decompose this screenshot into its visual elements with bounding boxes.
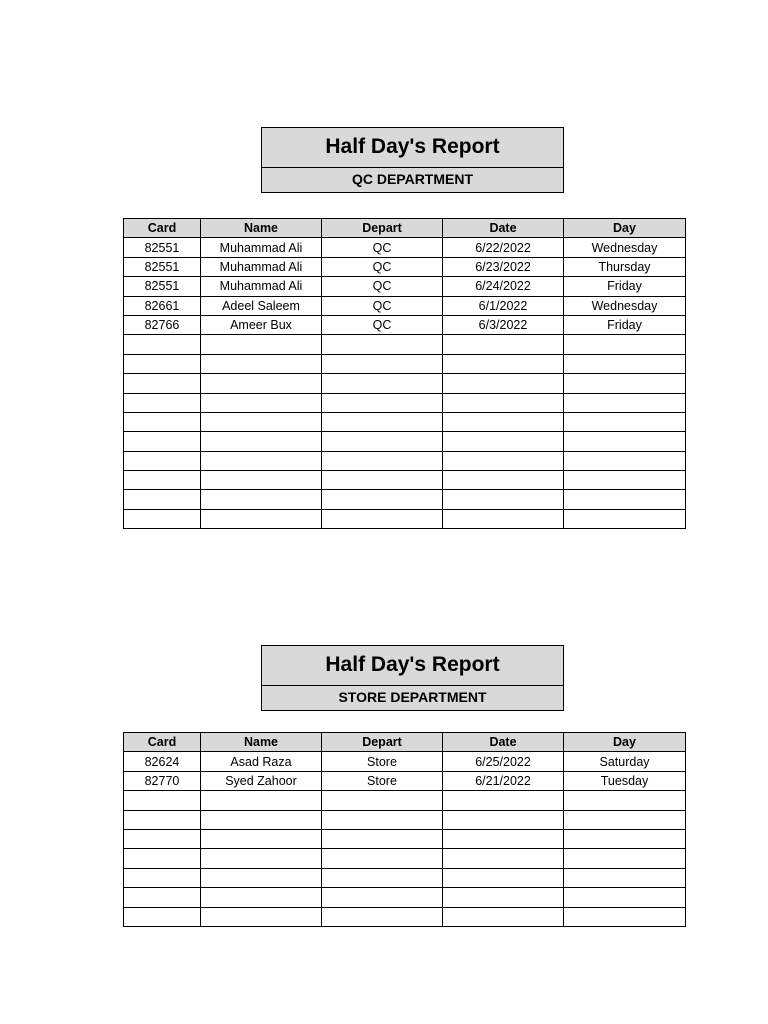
cell-name: Muhammad Ali: [201, 277, 322, 296]
cell-name: Asad Raza: [201, 752, 322, 771]
cell-card: [124, 907, 201, 926]
cell-date: [443, 791, 564, 810]
cell-date: [443, 471, 564, 490]
cell-depart: Store: [322, 771, 443, 790]
cell-date: [443, 354, 564, 373]
cell-card: 82770: [124, 771, 201, 790]
column-header-date: Date: [443, 219, 564, 238]
table-header-row: [124, 219, 686, 238]
cell-depart: QC: [322, 315, 443, 334]
table-row: [124, 432, 686, 451]
cell-date: [443, 509, 564, 528]
cell-name: [201, 490, 322, 509]
cell-depart: [322, 335, 443, 354]
cell-depart: [322, 509, 443, 528]
cell-depart: QC: [322, 296, 443, 315]
cell-depart: [322, 432, 443, 451]
cell-date: [443, 888, 564, 907]
cell-day: [564, 335, 686, 354]
table-row: [124, 257, 686, 276]
cell-depart: [322, 791, 443, 810]
cell-card: [124, 791, 201, 810]
table-row: [124, 393, 686, 412]
cell-card: [124, 471, 201, 490]
column-header-card: Card: [124, 219, 201, 238]
store-report-table: [123, 732, 686, 927]
table-row: [124, 771, 686, 790]
table-row: [124, 238, 686, 257]
cell-name: [201, 412, 322, 431]
cell-name: [201, 393, 322, 412]
cell-day: [564, 849, 686, 868]
table-row: [124, 509, 686, 528]
cell-date: [443, 490, 564, 509]
cell-day: Tuesday: [564, 771, 686, 790]
cell-card: [124, 393, 201, 412]
cell-name: Ameer Bux: [201, 315, 322, 334]
cell-card: [124, 868, 201, 887]
cell-name: Muhammad Ali: [201, 238, 322, 257]
cell-depart: [322, 829, 443, 848]
table-row: [124, 296, 686, 315]
cell-name: Adeel Saleem: [201, 296, 322, 315]
cell-name: [201, 868, 322, 887]
cell-card: [124, 810, 201, 829]
cell-card: [124, 335, 201, 354]
qc-report-header: [261, 127, 564, 193]
cell-card: [124, 354, 201, 373]
cell-day: [564, 509, 686, 528]
column-header-card: Card: [124, 733, 201, 752]
cell-card: 82551: [124, 238, 201, 257]
cell-name: [201, 471, 322, 490]
cell-day: [564, 888, 686, 907]
cell-date: [443, 374, 564, 393]
cell-day: [564, 490, 686, 509]
cell-day: [564, 412, 686, 431]
cell-day: Saturday: [564, 752, 686, 771]
cell-name: [201, 451, 322, 470]
cell-date: 6/3/2022: [443, 315, 564, 334]
cell-card: [124, 888, 201, 907]
cell-depart: [322, 412, 443, 431]
cell-depart: QC: [322, 277, 443, 296]
cell-name: [201, 829, 322, 848]
column-header-day: Day: [564, 733, 686, 752]
cell-date: [443, 868, 564, 887]
cell-day: Friday: [564, 277, 686, 296]
cell-depart: [322, 374, 443, 393]
cell-card: [124, 432, 201, 451]
cell-date: 6/1/2022: [443, 296, 564, 315]
cell-card: 82661: [124, 296, 201, 315]
cell-day: [564, 432, 686, 451]
cell-depart: [322, 490, 443, 509]
table-row: [124, 354, 686, 373]
cell-date: 6/22/2022: [443, 238, 564, 257]
cell-depart: [322, 868, 443, 887]
column-header-date: Date: [443, 733, 564, 752]
cell-card: [124, 509, 201, 528]
table-row: [124, 829, 686, 848]
cell-depart: [322, 393, 443, 412]
table-row: [124, 810, 686, 829]
table-row: [124, 907, 686, 926]
cell-depart: QC: [322, 238, 443, 257]
cell-name: [201, 354, 322, 373]
cell-date: 6/23/2022: [443, 257, 564, 276]
cell-date: [443, 412, 564, 431]
cell-day: Thursday: [564, 257, 686, 276]
table-row: [124, 849, 686, 868]
cell-date: [443, 432, 564, 451]
table-header-row: [124, 733, 686, 752]
cell-date: 6/25/2022: [443, 752, 564, 771]
table-row: [124, 752, 686, 771]
cell-depart: [322, 471, 443, 490]
cell-name: [201, 810, 322, 829]
cell-date: [443, 393, 564, 412]
cell-card: 82624: [124, 752, 201, 771]
table-row: [124, 490, 686, 509]
cell-depart: [322, 810, 443, 829]
table-row: [124, 335, 686, 354]
cell-day: [564, 868, 686, 887]
cell-day: [564, 829, 686, 848]
cell-name: [201, 432, 322, 451]
cell-name: [201, 907, 322, 926]
table-row: [124, 315, 686, 334]
cell-depart: QC: [322, 257, 443, 276]
cell-date: 6/24/2022: [443, 277, 564, 296]
column-header-depart: Depart: [322, 219, 443, 238]
table-row: [124, 791, 686, 810]
column-header-depart: Depart: [322, 733, 443, 752]
cell-day: [564, 791, 686, 810]
cell-card: 82766: [124, 315, 201, 334]
cell-card: [124, 374, 201, 393]
table-row: [124, 471, 686, 490]
store-report-title: Half Day's Report: [262, 646, 563, 686]
cell-day: [564, 471, 686, 490]
cell-name: Syed Zahoor: [201, 771, 322, 790]
cell-date: [443, 907, 564, 926]
cell-card: 82551: [124, 277, 201, 296]
column-header-name: Name: [201, 219, 322, 238]
cell-card: [124, 829, 201, 848]
cell-day: [564, 907, 686, 926]
cell-depart: [322, 354, 443, 373]
table-row: [124, 277, 686, 296]
cell-day: Friday: [564, 315, 686, 334]
qc-report-table: [123, 218, 686, 529]
cell-name: [201, 509, 322, 528]
column-header-day: Day: [564, 219, 686, 238]
cell-day: [564, 393, 686, 412]
cell-name: [201, 791, 322, 810]
column-header-name: Name: [201, 733, 322, 752]
cell-day: [564, 810, 686, 829]
cell-date: [443, 335, 564, 354]
cell-day: [564, 354, 686, 373]
cell-card: [124, 412, 201, 431]
cell-day: Wednesday: [564, 296, 686, 315]
table-row: [124, 451, 686, 470]
cell-date: 6/21/2022: [443, 771, 564, 790]
cell-depart: Store: [322, 752, 443, 771]
store-report-header: [261, 645, 564, 711]
cell-name: Muhammad Ali: [201, 257, 322, 276]
cell-depart: [322, 849, 443, 868]
cell-name: [201, 888, 322, 907]
qc-department-label: QC DEPARTMENT: [351, 171, 474, 187]
qc-report-title: Half Day's Report: [262, 128, 563, 168]
table-row: [124, 868, 686, 887]
store-department-label: STORE DEPARTMENT: [338, 689, 487, 705]
cell-card: [124, 849, 201, 868]
cell-depart: [322, 451, 443, 470]
cell-date: [443, 829, 564, 848]
cell-day: [564, 374, 686, 393]
cell-card: [124, 490, 201, 509]
cell-date: [443, 451, 564, 470]
table-row: [124, 374, 686, 393]
table-row: [124, 412, 686, 431]
cell-date: [443, 849, 564, 868]
cell-name: [201, 374, 322, 393]
cell-day: [564, 451, 686, 470]
cell-card: [124, 451, 201, 470]
cell-depart: [322, 907, 443, 926]
cell-day: Wednesday: [564, 238, 686, 257]
table-row: [124, 888, 686, 907]
cell-date: [443, 810, 564, 829]
cell-depart: [322, 888, 443, 907]
cell-name: [201, 849, 322, 868]
cell-name: [201, 335, 322, 354]
cell-card: 82551: [124, 257, 201, 276]
